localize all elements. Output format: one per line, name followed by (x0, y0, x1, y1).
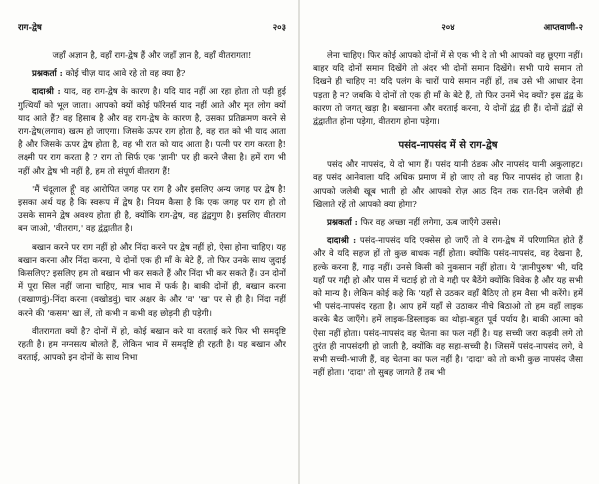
centered-line: जहाँ अज्ञान है, वहाँ राग-द्वेष हैं और जहाँ ज्ञान है, वहाँ वीतरागता! (52, 51, 252, 61)
body-paragraph: बखान करने पर राग नहीं हो और निंदा करने पर द्वेष नहीं हो, ऐसा होना चाहिए। यह बखान करना और निंदा करना, ये दोनों एक ही माँ के बेटे हैं, तो फिर उनके साथ जुदाई किसलिए? इसलिए हम तो बखान भी कर सकते हैं और निंदा भी कर सकते हैं। उन दोनों में पूरा सिल नहीं जाना चाहिए, मात्र भाव में फर्क है। बाकी दोनों ही, बखान करना (वखाणवुं)-निंदा करना (वखोडवुं) चार अक्षर के और 'व' 'ख' पर से ही है। निंदा नहीं करने की 'कसम' खा लें, तो कभी न कभी वह छोड़नी ही पड़ेगी। (18, 242, 286, 319)
left-running-head (18, 22, 286, 38)
dialogue-paragraph (18, 86, 286, 178)
dialogue-text: पसंद-नापसंद यदि एक्सेस हो जाएँ तो वे राग-द्वेष में परिणामित होते हैं और वे यदि सहज हों तो कुछ बाधक नहीं होता। क्योंकि पसंद-नापसंद, वह देखना है, हल्के करना हैं, गाढ़ नहीं। उनसे किसी को नुकसान नहीं होता। ये 'ज्ञानीपुरुष' भी, यदि यहाँ पर गद्दी हो और पास में चटाई हो तो वे गद्दी पर बैठेंगे क्योंकि विवेक है और यह सभी को मान्य है। लेकिन कोई कहे कि 'यहाँ से उठकर वहाँ बैठिए तो हम वैसा भी करेंगे। हमें भी पसंद-नापसंद रहता है। आप हमें यहाँ से उठाकर नीचे बिठाओ तो हम वहाँ लाइक करके बैठ जाएँगे। हमें लाइक-डिस्लाइक का थोड़ा-बहुत पूर्व पर्याय है। बाकी आत्मा को ऐसा नहीं होता। पसंद-नापसंद वह चेतना का फल नहीं है। यह सच्ची जरा कड़वी लगे तो तुरंत ही नापसंदगी हो जाती है, क्योंकि वह सहा-सच्ची है। जिसमें पसंद-नापसंद लगे, वे सभी सच्ची-भाजी हैं, वह चेतना का फल नहीं है। 'दादा' को तो कभी कुछ नापसंद जैसा नहीं होता। 'दादा' तो सुबह जागते हैं तब भी (313, 236, 583, 379)
body-paragraph: वीतरागता क्यों है? दोनों में हो, कोई बखान करे या वरताई करे फिर भी समदृष्टि रहती है। हम नग्नसत्य बोलते हैं, लेकिन भाव में समदृष्टि ही रहती है। यह बखान और वरताई, आपको इन दोनों के साथ निभा (18, 326, 286, 364)
right-running-title: आप्तवाणी-२ (543, 23, 583, 33)
dialogue-paragraph (18, 68, 286, 81)
right-page (313, 0, 583, 484)
dialogue-paragraph (313, 235, 583, 380)
speaker-label: प्रश्नकर्ता : (327, 218, 358, 229)
book-gutter (298, 0, 300, 484)
left-page-body (18, 50, 286, 365)
left-page (18, 0, 286, 484)
dialogue-text: कोई चीज़ याद आवे रहे तो वह क्या है? (62, 69, 186, 80)
right-page-number: २०४ (441, 23, 455, 33)
right-page-body-top (313, 50, 583, 129)
dialogue-text: याद, वह राग-द्वेष के कारण है। यदि याद नहीं आ रहा होता तो पड़ी हुई गुत्थियाँ को भूल जाता। आपको क्यों कोई फॉरेनर्स याद नहीं आते और मृत लोग क्यों याद आते हैं? वह हिसाब है और वह राग-द्वेष के कारण है, उसका प्रतिक्रमण करने से राग-द्वेष(लगाव) खत्म हो जाएगा। जिसके ऊपर राग होता है, वह रात को भी याद आता है और जिसके ऊपर द्वेष होता है, वह भी रात को याद आता है। पत्नी पर राग करता है! लक्ष्मी पर राग करता है ? राग तो सिर्फ एक 'ज्ञानी' पर ही करने जैसा है। हमें राग भी नहीं और द्वेष भी नहीं है, हम तो संपूर्ण वीतराग हैं! (18, 87, 286, 177)
right-page-body-bottom (313, 159, 583, 380)
speaker-label: दादाश्री : (327, 236, 357, 247)
speaker-label: दादाश्री : (32, 87, 61, 98)
body-paragraph: लेना चाहिए। फिर कोई आपको दोनों में से एक भी दे तो भी आपको वह छूएगा नहीं। बाहर यदि दोनों समान दिखेंगे तो अंदर भी दोनों समान दिखेंगे। सभी पाये समान तो दिखने ही चाहिए न! यदि पलंग के चारों पाये समान नहीं हों, तब उसे भी आधार देना पड़ता है न? जबकि ये दोनों तो एक ही माँ के बेटे हैं, तो फिर उनमें भेद क्यों? इस द्वंद्व के कारण तो जगत् खड़ा है। बखानना और वरताई करना, ये दोनों द्वंद्व ही हैं। दोनों द्वंद्वों से द्वंद्वातीत होना पड़ेगा, वीतराग होना पड़ेगा। (313, 51, 583, 128)
dialogue-paragraph (313, 217, 583, 230)
left-page-number: २०३ (272, 23, 286, 33)
section-heading: पसंद-नापसंद में से राग-द्वेष (398, 140, 498, 152)
body-paragraph: 'मैं चंदूलाल हूँ' वह आरोपित जगह पर राग है और इसलिए अन्य जगह पर द्वेष है! इसका अर्थ यह है कि स्वरूप में द्वेष है। नियम कैसा है कि एक जगह पर राग हो तो उसके सामने द्वेष अवश्य होता ही है, क्योंकि राग-द्वेष, वह द्वंद्वगुण है। इसलिए वीतराग बन जाओ, 'वीतराग,' वह द्वंद्वातीत है। (18, 184, 286, 235)
body-paragraph: पसंद और नापसंद, ये दो भाग हैं। पसंद यानी ठंडक और नापसंद यानी अकुलाहट। वह पसंद आनेवाला यदि अधिक प्रमाण में हो जाए तो वह फिर नापसंद हो जाता है। आपको जलेबी खूब भाती हो और आपको रोज़ आठ दिन तक रात-दिन जलेबी ही खिलाते रहें तो आपको क्या होगा? (313, 160, 583, 210)
right-running-head (313, 22, 583, 38)
speaker-label: प्रश्नकर्ता : (32, 69, 63, 80)
dialogue-text: फिर वह अच्छा नहीं लगेगा, ऊब जाएँगे उससे। (357, 218, 501, 229)
left-running-title: राग-द्वेष (18, 23, 42, 33)
